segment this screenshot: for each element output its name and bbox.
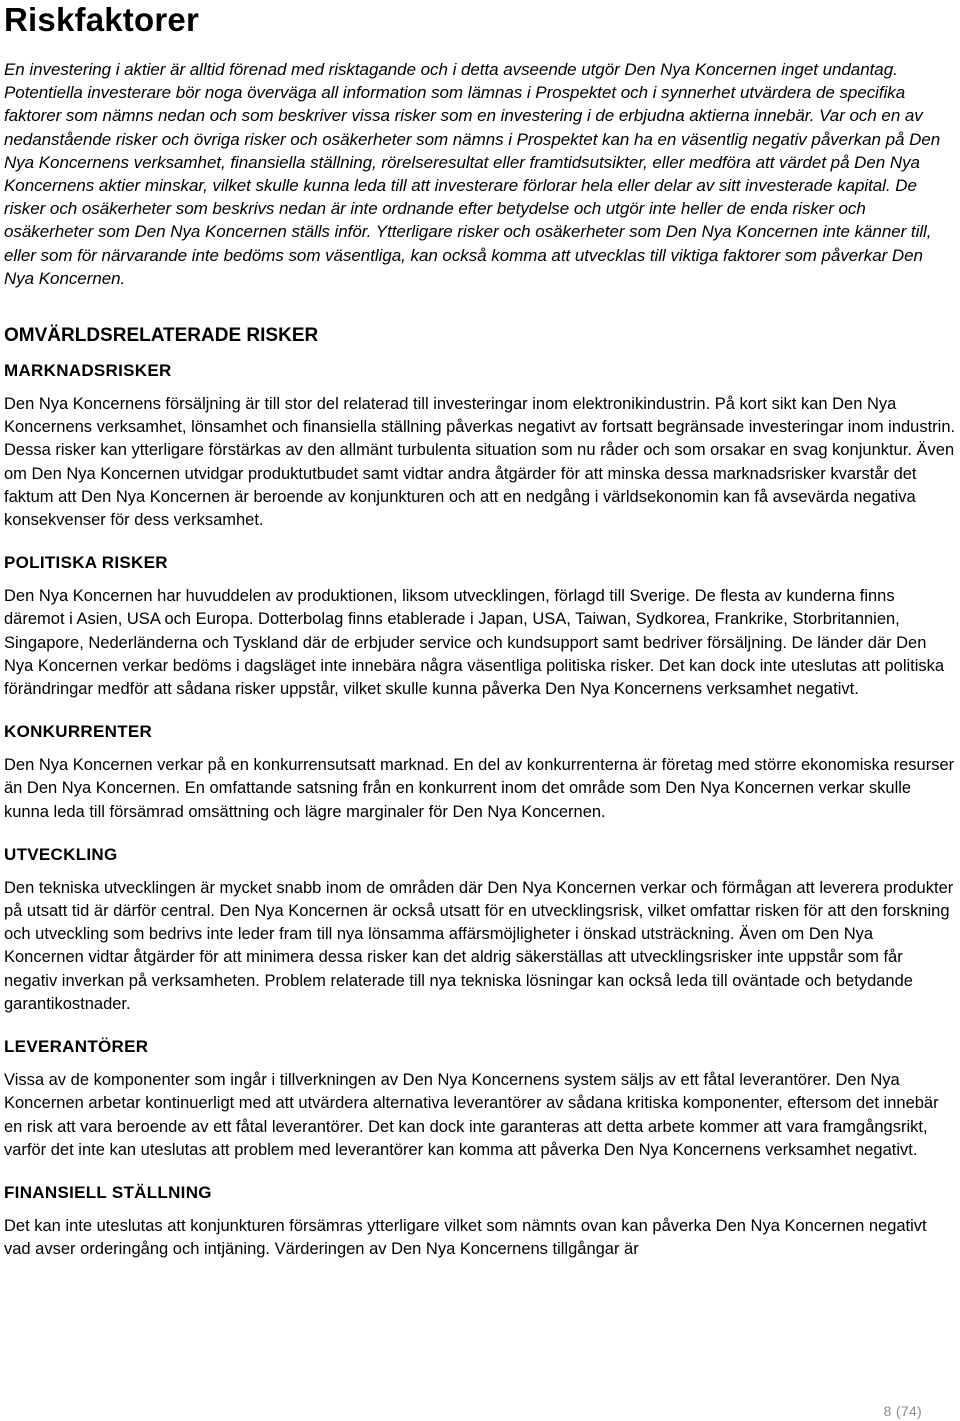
subsection-heading-utveckling: UTVECKLING [4, 844, 118, 864]
section-heading: OMVÄRLDSRELATERADE RISKER [4, 325, 319, 347]
intro-paragraph: En investering i aktier är alltid förenad med risktagande och i detta avseende utgör Den Nya Koncernen inget undantag. Potentiella investerare bör noga överväga all information som lämnas i Prospektet och i synnerhet utvärdera de specifika faktorer som nämns nedan och som beskriver vissa risker som en investering i de erbjudna aktierna innebär. Var och en av nedanstående risker och övriga risker och osäkerheter som nämns i Prospektet kan ha en väsentlig negativ påverkan på Den Nya Koncernens verksamhet, finansiella ställning, rörelseresultat eller framtidsutsikter, eller medföra att värdet på Den Nya Koncernens aktier minskar, vilket skulle kunna leda till att investerare förlorar hela eller delar av sitt investerade kapital. De risker och osäkerheter som beskrivs nedan är inte ordnande efter betydelse och utgör inte heller de enda risker och osäkerheter som Den Nya Koncernen ställs inför. Ytterligare risker och osäkerheter som Den Nya Koncernen inte känner till, eller som för närvarande inte bedöms som väsentliga, kan också komma att utvecklas till viktiga faktorer som påverkar Den Nya Koncernen. [4, 60, 941, 288]
subsection-text-finansiell-stallning: Det kan inte uteslutas att konjunkturen försämras ytterligare vilket som nämnts ovan kan påverka Den Nya Koncernen negativt vad avser orderingång och intjäning. Värderingen av Den Nya Koncernens tillgångar är [4, 1216, 927, 1259]
document-page [4, 0, 956, 1261]
subsection-text-konkurrenter: Den Nya Koncernen verkar på en konkurrensutsatt marknad. En del av konkurrenterna är företag med större ekonomiska resurser än Den Nya Koncernen. En omfattande satsning från en konkurrent inom det område som Den Nya Koncernen verkar skulle kunna leda till försämrad omsättning och lägre marginaler för Den Nya Koncernen. [4, 756, 955, 821]
subsection-text-leverantorer: Vissa av de komponenter som ingår i tillverkningen av Den Nya Koncernens system säljs av ett fåtal leverantörer. Den Nya Koncernen arbetar kontinuerligt med att utvärdera alternativa leverantörer av sådana kritiska komponenter, eftersom det innebär en risk att vara beroende av ett fåtal leverantörer. Det kan dock inte garanteras att detta arbete kommer att vara framgångsrikt, varför det inte kan uteslutas att problem med leverantörer kan komma att påverka Den Nya Koncernens verksamhet negativt. [4, 1071, 939, 1159]
subsection-heading-finansiell-stallning: FINANSIELL STÄLLNING [4, 1182, 212, 1202]
subsection-heading-politiska-risker: POLITISKA RISKER [4, 553, 168, 573]
subsection-heading-konkurrenter: KONKURRENTER [4, 722, 153, 742]
subsection-heading-marknadsrisker: MARKNADSRISKER [4, 361, 172, 381]
page-title: Riskfaktorer [4, 1, 199, 38]
subsection-heading-leverantorer: LEVERANTÖRER [4, 1037, 149, 1057]
subsection-text-politiska-risker: Den Nya Koncernen har huvuddelen av produktionen, liksom utvecklingen, förlagd till Sverige. De flesta av kunderna finns däremot i Asien, USA och Europa. Dotterbolag finns etablerade i Japan, USA, Taiwan, Sydkorea, Frankrike, Storbritannien, Singapore, Nederländerna och Tyskland där de erbjuder service och kundsupport samt bedriver försäljning. De länder där Den Nya Koncernen verkar bedöms i dagsläget inte innebära några väsentliga politiska risker. Det kan dock inte uteslutas att politiska förändringar medför att sådana risker uppstår, vilket skulle kunna påverka Den Nya Koncernens verksamhet negativt. [4, 587, 945, 699]
subsection-text-marknadsrisker: Den Nya Koncernens försäljning är till stor del relaterad till investeringar inom elektronikindustrin. På kort sikt kan Den Nya Koncernens verksamhet, lönsamhet och finansiella ställning påverkas negativt av fortsatt begränsade investeringar inom industrin. Dessa risker kan ytterligare förstärkas av den allmänt turbulenta situation som nu råder och som orsakar en svag konjunktur. Även om Den Nya Koncernen utvidgar produktutbudet samt vidtar andra åtgärder för att minska dessa marknadsrisker kvarstår det faktum att Den Nya Koncernen är beroende av konjunkturen och att en nedgång i världsekonomin kan få avsevärda negativa konsekvenser för dess verksamhet. [4, 395, 956, 530]
page-number: 8 (74) [883, 1403, 922, 1419]
subsection-text-utveckling: Den tekniska utvecklingen är mycket snabb inom de områden där Den Nya Koncernen verkar och förmågan att leverera produkter på utsatt tid är därför central. Den Nya Koncernen är också utsatt för en utvecklingsrisk, vilket omfattar risken för att den forskning och utveckling som bedrivs inte leder fram till nya lönsamma affärsmöjligheter i önskad utsträckning. Även om Den Nya Koncernen vidtar åtgärder för att minimera dessa risker kan det aldrig säkerställas att utvecklingsrisker inte uppstår som får negativ inverkan på verksamheten. Problem relaterade till nya tekniska lösningar kan också leda till oväntade och betydande garantikostnader. [4, 878, 954, 1013]
